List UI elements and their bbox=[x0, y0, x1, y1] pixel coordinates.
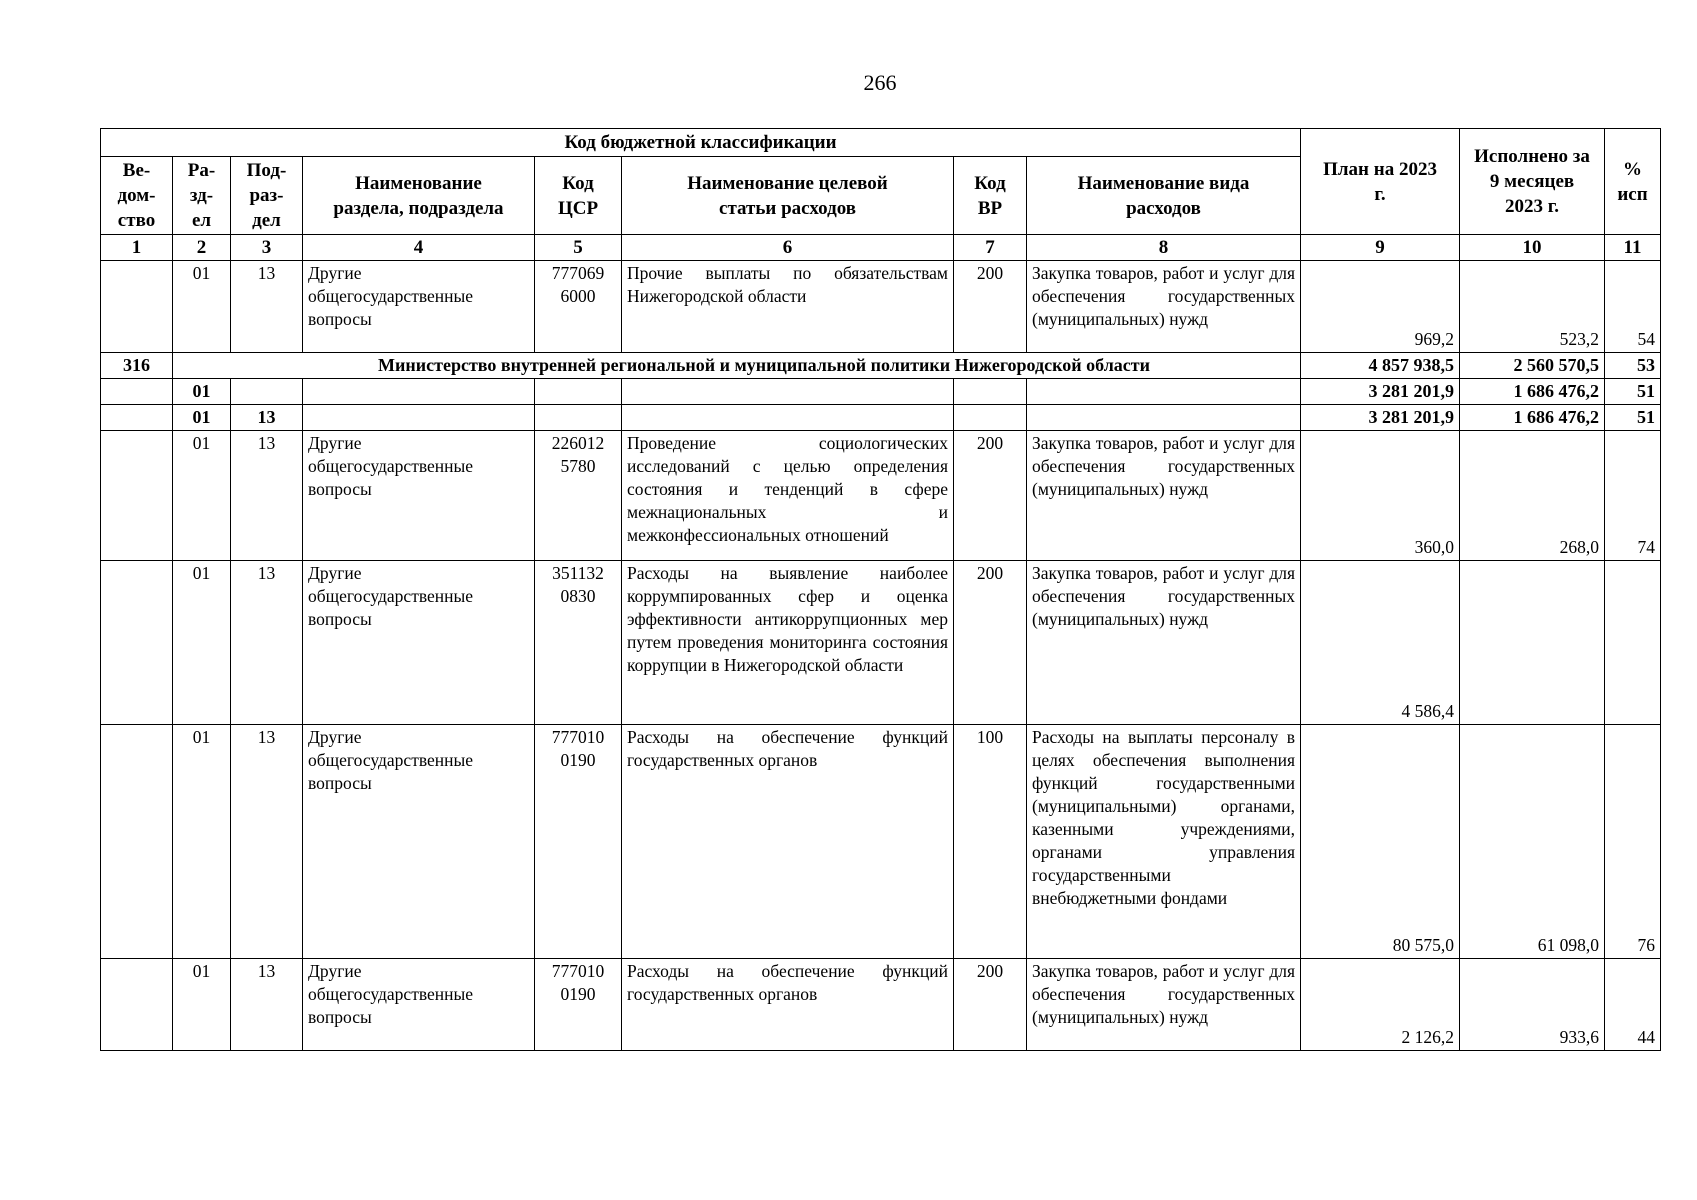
cell-section-name: Другие общегосударственные вопросы bbox=[303, 561, 535, 725]
header-expense-type: Наименование вида расходов bbox=[1027, 157, 1301, 235]
cell-percent bbox=[1605, 561, 1661, 725]
agency-plan: 4 857 938,5 bbox=[1301, 353, 1460, 379]
empty-cell bbox=[231, 379, 303, 405]
page-number: 266 bbox=[863, 70, 897, 95]
cell-razdel: 01 bbox=[173, 561, 231, 725]
subsection-total-plan: 3 281 201,9 bbox=[1301, 405, 1460, 431]
cell-podrazdel: 13 bbox=[231, 561, 303, 725]
table-row bbox=[101, 725, 1661, 959]
empty-cell bbox=[101, 431, 173, 561]
cell-plan: 360,0 bbox=[1301, 431, 1460, 561]
table-row bbox=[101, 959, 1661, 1051]
header-budget-classification: Код бюджетной классификации bbox=[101, 129, 1301, 157]
cell-razdel: 01 bbox=[173, 261, 231, 353]
header-razdel: Ра- зд- ел bbox=[173, 157, 231, 235]
empty-cell bbox=[622, 379, 954, 405]
agency-percent: 53 bbox=[1605, 353, 1661, 379]
cell-executed: 61 098,0 bbox=[1460, 725, 1605, 959]
cell-percent: 76 bbox=[1605, 725, 1661, 959]
empty-cell bbox=[535, 379, 622, 405]
subsection-total-row bbox=[101, 405, 1661, 431]
subsection-total-podrazdel: 13 bbox=[231, 405, 303, 431]
column-number: 6 bbox=[622, 235, 954, 261]
agency-executed: 2 560 570,5 bbox=[1460, 353, 1605, 379]
empty-cell bbox=[1027, 405, 1301, 431]
cell-csr: 351132 0830 bbox=[535, 561, 622, 725]
cell-podrazdel: 13 bbox=[231, 959, 303, 1051]
empty-cell bbox=[954, 405, 1027, 431]
table-row bbox=[101, 561, 1661, 725]
cell-executed: 268,0 bbox=[1460, 431, 1605, 561]
subsection-total-executed: 1 686 476,2 bbox=[1460, 405, 1605, 431]
header-vr: Код ВР bbox=[954, 157, 1027, 235]
empty-cell bbox=[101, 959, 173, 1051]
empty-cell bbox=[303, 405, 535, 431]
cell-section-name: Другие общегосударственные вопросы bbox=[303, 261, 535, 353]
cell-vr: 100 bbox=[954, 725, 1027, 959]
cell-vr: 200 bbox=[954, 431, 1027, 561]
cell-executed: 523,2 bbox=[1460, 261, 1605, 353]
cell-csr: 226012 5780 bbox=[535, 431, 622, 561]
column-number: 8 bbox=[1027, 235, 1301, 261]
cell-plan: 80 575,0 bbox=[1301, 725, 1460, 959]
cell-csr: 777010 0190 bbox=[535, 959, 622, 1051]
cell-target-name: Расходы на обеспечение функций государственных органов bbox=[622, 725, 954, 959]
agency-code: 316 bbox=[101, 353, 173, 379]
cell-expense-type: Закупка товаров, работ и услуг для обеспечения государственных (муниципальных) нужд bbox=[1027, 561, 1301, 725]
table-row bbox=[101, 431, 1661, 561]
empty-cell bbox=[101, 379, 173, 405]
cell-razdel: 01 bbox=[173, 431, 231, 561]
cell-razdel: 01 bbox=[173, 725, 231, 959]
cell-vr: 200 bbox=[954, 561, 1027, 725]
cell-plan: 4 586,4 bbox=[1301, 561, 1460, 725]
header-vedomstvo: Ве- дом- ство bbox=[101, 157, 173, 235]
section-total-executed: 1 686 476,2 bbox=[1460, 379, 1605, 405]
section-total-row bbox=[101, 379, 1661, 405]
empty-cell bbox=[101, 725, 173, 959]
section-total-plan: 3 281 201,9 bbox=[1301, 379, 1460, 405]
cell-target-name: Расходы на обеспечение функций государственных органов bbox=[622, 959, 954, 1051]
cell-expense-type: Закупка товаров, работ и услуг для обеспечения государственных (муниципальных) нужд bbox=[1027, 959, 1301, 1051]
column-number: 3 bbox=[231, 235, 303, 261]
budget-table bbox=[100, 128, 1661, 1051]
empty-cell bbox=[101, 405, 173, 431]
cell-expense-type: Расходы на выплаты персоналу в целях обеспечения выполнения функций государственными (муниципальными) органами, казенными учреждениями, органами управления государственными внебюджетными фондами bbox=[1027, 725, 1301, 959]
empty-cell bbox=[1027, 379, 1301, 405]
cell-plan: 2 126,2 bbox=[1301, 959, 1460, 1051]
cell-section-name: Другие общегосударственные вопросы bbox=[303, 725, 535, 959]
empty-cell bbox=[954, 379, 1027, 405]
cell-target-name: Проведение социологических исследований с целью определения состояния и тенденций в сфере межнациональных и межконфессиональных отношений bbox=[622, 431, 954, 561]
column-number-row bbox=[101, 235, 1661, 261]
header-plan: План на 2023 г. bbox=[1301, 129, 1460, 235]
section-total-percent: 51 bbox=[1605, 379, 1661, 405]
cell-executed: 933,6 bbox=[1460, 959, 1605, 1051]
subsection-total-razdel: 01 bbox=[173, 405, 231, 431]
column-number: 4 bbox=[303, 235, 535, 261]
empty-cell bbox=[622, 405, 954, 431]
cell-podrazdel: 13 bbox=[231, 431, 303, 561]
cell-vedomstvo bbox=[101, 261, 173, 353]
header-percent: % исп bbox=[1605, 129, 1661, 235]
cell-target-name: Расходы на выявление наиболее коррумпированных сфер и оценка эффективности антикоррупционных мер путем проведения мониторинга состояния коррупции в Нижегородской области bbox=[622, 561, 954, 725]
agency-row bbox=[101, 353, 1661, 379]
table-row bbox=[101, 261, 1661, 353]
header-csr: Код ЦСР bbox=[535, 157, 622, 235]
header-podrazdel: Под- раз- дел bbox=[231, 157, 303, 235]
cell-csr: 777069 6000 bbox=[535, 261, 622, 353]
cell-expense-type: Закупка товаров, работ и услуг для обеспечения государственных (муниципальных) нужд bbox=[1027, 261, 1301, 353]
cell-vr: 200 bbox=[954, 959, 1027, 1051]
section-total-razdel: 01 bbox=[173, 379, 231, 405]
cell-percent: 44 bbox=[1605, 959, 1661, 1051]
header-section-name: Наименование раздела, подраздела bbox=[303, 157, 535, 235]
cell-section-name: Другие общегосударственные вопросы bbox=[303, 431, 535, 561]
cell-percent: 54 bbox=[1605, 261, 1661, 353]
column-number: 5 bbox=[535, 235, 622, 261]
cell-vr: 200 bbox=[954, 261, 1027, 353]
empty-cell bbox=[101, 561, 173, 725]
empty-cell bbox=[535, 405, 622, 431]
cell-razdel: 01 bbox=[173, 959, 231, 1051]
column-number: 1 bbox=[101, 235, 173, 261]
cell-plan: 969,2 bbox=[1301, 261, 1460, 353]
column-number: 7 bbox=[954, 235, 1027, 261]
empty-cell bbox=[303, 379, 535, 405]
cell-target-name: Прочие выплаты по обязательствам Нижегородской области bbox=[622, 261, 954, 353]
cell-csr: 777010 0190 bbox=[535, 725, 622, 959]
subsection-total-percent: 51 bbox=[1605, 405, 1661, 431]
column-number: 2 bbox=[173, 235, 231, 261]
agency-name: Министерство внутренней региональной и муниципальной политики Нижегородской области bbox=[173, 353, 1301, 379]
column-number: 11 bbox=[1605, 235, 1661, 261]
cell-percent: 74 bbox=[1605, 431, 1661, 561]
cell-podrazdel: 13 bbox=[231, 725, 303, 959]
header-executed: Исполнено за 9 месяцев 2023 г. bbox=[1460, 129, 1605, 235]
column-number: 10 bbox=[1460, 235, 1605, 261]
cell-expense-type: Закупка товаров, работ и услуг для обеспечения государственных (муниципальных) нужд bbox=[1027, 431, 1301, 561]
cell-executed bbox=[1460, 561, 1605, 725]
column-number: 9 bbox=[1301, 235, 1460, 261]
cell-podrazdel: 13 bbox=[231, 261, 303, 353]
header-target-name: Наименование целевой статьи расходов bbox=[622, 157, 954, 235]
cell-section-name: Другие общегосударственные вопросы bbox=[303, 959, 535, 1051]
